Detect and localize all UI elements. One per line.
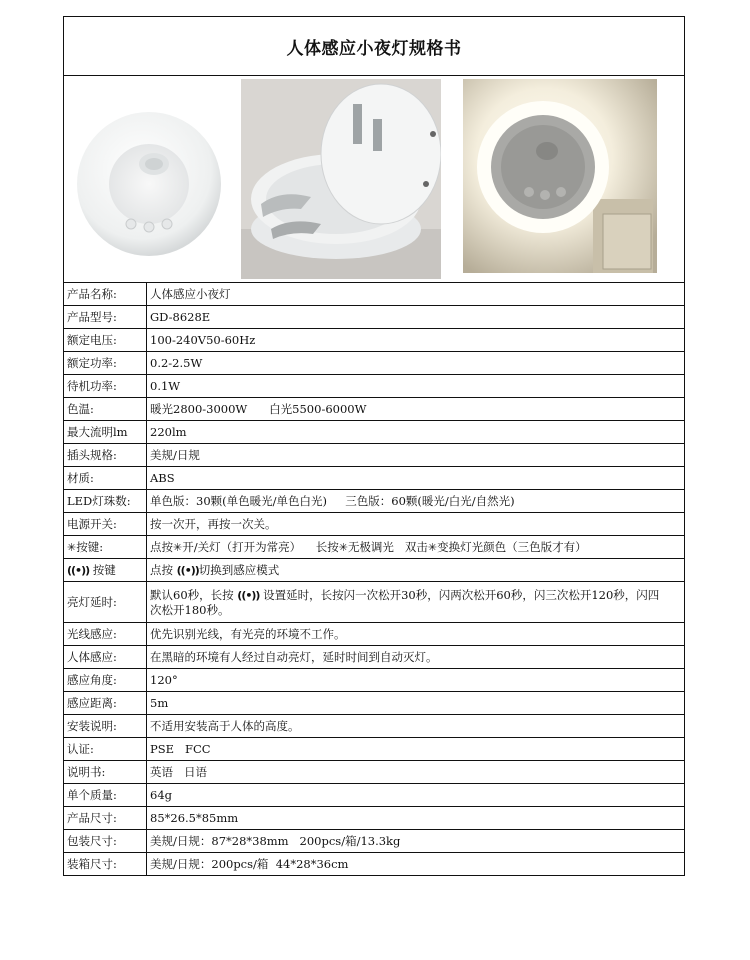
spec-label: 产品尺寸: bbox=[64, 807, 147, 830]
spec-row bbox=[64, 329, 684, 352]
spec-label: 额定功率: bbox=[64, 352, 147, 375]
spec-row bbox=[64, 692, 684, 715]
spec-value: 默认60秒，长按 ((•)) 设置延时，长按闪一次松开30秒，闪两次松开60秒，闪三次松开120秒，闪四次松开180秒。 bbox=[147, 582, 685, 623]
spec-label: 最大流明lm bbox=[64, 421, 147, 444]
spec-row bbox=[64, 738, 684, 761]
spec-value: 美规/日规 bbox=[147, 444, 685, 467]
spec-label: 感应距离: bbox=[64, 692, 147, 715]
sensor-wave-icon: ((•)) bbox=[176, 563, 199, 577]
spec-label: 感应角度: bbox=[64, 669, 147, 692]
night-light-front-photo bbox=[74, 96, 224, 266]
spec-table bbox=[64, 283, 684, 875]
spec-value: PSE FCC bbox=[147, 738, 685, 761]
plug-back-photo bbox=[241, 79, 441, 279]
spec-value: 120° bbox=[147, 669, 685, 692]
spec-label: 电源开关: bbox=[64, 513, 147, 536]
star-icon: ✳ bbox=[338, 540, 348, 554]
spec-label: 额定电压: bbox=[64, 329, 147, 352]
star-icon: ✳ bbox=[427, 540, 438, 554]
spec-row bbox=[64, 490, 684, 513]
spec-label: 产品名称: bbox=[64, 283, 147, 306]
spec-row bbox=[64, 536, 684, 559]
spec-row bbox=[64, 853, 684, 876]
spec-label: 包装尺寸: bbox=[64, 830, 147, 853]
spec-row bbox=[64, 375, 684, 398]
spec-value: 220lm bbox=[147, 421, 685, 444]
sensor-wave-icon: ((•)) bbox=[237, 588, 260, 602]
spec-row bbox=[64, 398, 684, 421]
spec-row bbox=[64, 467, 684, 490]
product-photos bbox=[64, 76, 684, 283]
spec-row bbox=[64, 623, 684, 646]
spec-row bbox=[64, 784, 684, 807]
spec-value: ABS bbox=[147, 467, 685, 490]
spec-row bbox=[64, 669, 684, 692]
spec-label: 说明书: bbox=[64, 761, 147, 784]
spec-value: 5m bbox=[147, 692, 685, 715]
spec-label: 光线感应: bbox=[64, 623, 147, 646]
spec-value: 不适用安装高于人体的高度。 bbox=[147, 715, 685, 738]
spec-label: 待机功率: bbox=[64, 375, 147, 398]
spec-label: 人体感应: bbox=[64, 646, 147, 669]
spec-row bbox=[64, 444, 684, 467]
spec-row bbox=[64, 807, 684, 830]
page-title: 人体感应小夜灯规格书 bbox=[64, 17, 684, 76]
spec-value: 点按✳开/关灯（打开为常亮） 长按✳无极调光 双击✳变换灯光颜色（三色版才有） bbox=[147, 536, 685, 559]
star-icon: ✳ bbox=[67, 540, 77, 554]
spec-label: ✳按键: bbox=[64, 536, 147, 559]
spec-row bbox=[64, 421, 684, 444]
spec-label: LED灯珠数: bbox=[64, 490, 147, 513]
spec-value: 64g bbox=[147, 784, 685, 807]
spec-row bbox=[64, 306, 684, 329]
spec-label: 认证: bbox=[64, 738, 147, 761]
spec-value: 0.1W bbox=[147, 375, 685, 398]
spec-label: 色温: bbox=[64, 398, 147, 421]
spec-row bbox=[64, 830, 684, 853]
spec-row bbox=[64, 761, 684, 784]
spec-value: 美规/日规：200pcs/箱 44*28*36cm bbox=[150, 857, 349, 871]
spec-label: 亮灯延时: bbox=[64, 582, 147, 623]
spec-value: 暖光2800-3000W 白光5500-6000W bbox=[147, 398, 685, 421]
spec-value: 在黑暗的环境有人经过自动亮灯，延时时间到自动灭灯。 bbox=[147, 646, 685, 669]
spec-label: 插头规格: bbox=[64, 444, 147, 467]
spec-value: 单色版：30颗(单色暖光/单色白光) 三色版：60颗(暖光/白光/自然光) bbox=[147, 490, 685, 513]
spec-value: 0.2-2.5W bbox=[147, 352, 685, 375]
spec-label: 安装说明: bbox=[64, 715, 147, 738]
spec-row bbox=[64, 646, 684, 669]
spec-value: GD-8628E bbox=[147, 306, 685, 329]
spec-value: 人体感应小夜灯 bbox=[147, 283, 685, 306]
spec-row bbox=[64, 559, 684, 582]
spec-sheet bbox=[63, 16, 685, 876]
spec-value: 点按 ((•))切换到感应模式 bbox=[147, 559, 685, 582]
spec-row bbox=[64, 715, 684, 738]
spec-label: 装箱尺寸: bbox=[64, 853, 147, 876]
spec-label: 材质: bbox=[64, 467, 147, 490]
spec-row bbox=[64, 513, 684, 536]
sensor-wave-icon: ((•)) bbox=[67, 563, 90, 577]
spec-value: 美规/日规：87*28*38mm 200pcs/箱/13.3kg bbox=[147, 830, 685, 853]
spec-value: 85*26.5*85mm bbox=[147, 807, 685, 830]
spec-row bbox=[64, 283, 684, 306]
spec-label: ((•)) 按键 bbox=[64, 559, 147, 582]
lit-night-light-photo bbox=[463, 79, 657, 273]
spec-label: 产品型号: bbox=[64, 306, 147, 329]
spec-value: 优先识别光线，有光亮的环境不工作。 bbox=[147, 623, 685, 646]
spec-value: 英语 日语 bbox=[147, 761, 685, 784]
spec-row bbox=[64, 582, 684, 623]
spec-value: 100-240V50-60Hz bbox=[147, 329, 685, 352]
spec-label: 单个质量: bbox=[64, 784, 147, 807]
spec-value: 按一次开，再按一次关。 bbox=[147, 513, 685, 536]
spec-row bbox=[64, 352, 684, 375]
star-icon: ✳ bbox=[173, 540, 183, 554]
